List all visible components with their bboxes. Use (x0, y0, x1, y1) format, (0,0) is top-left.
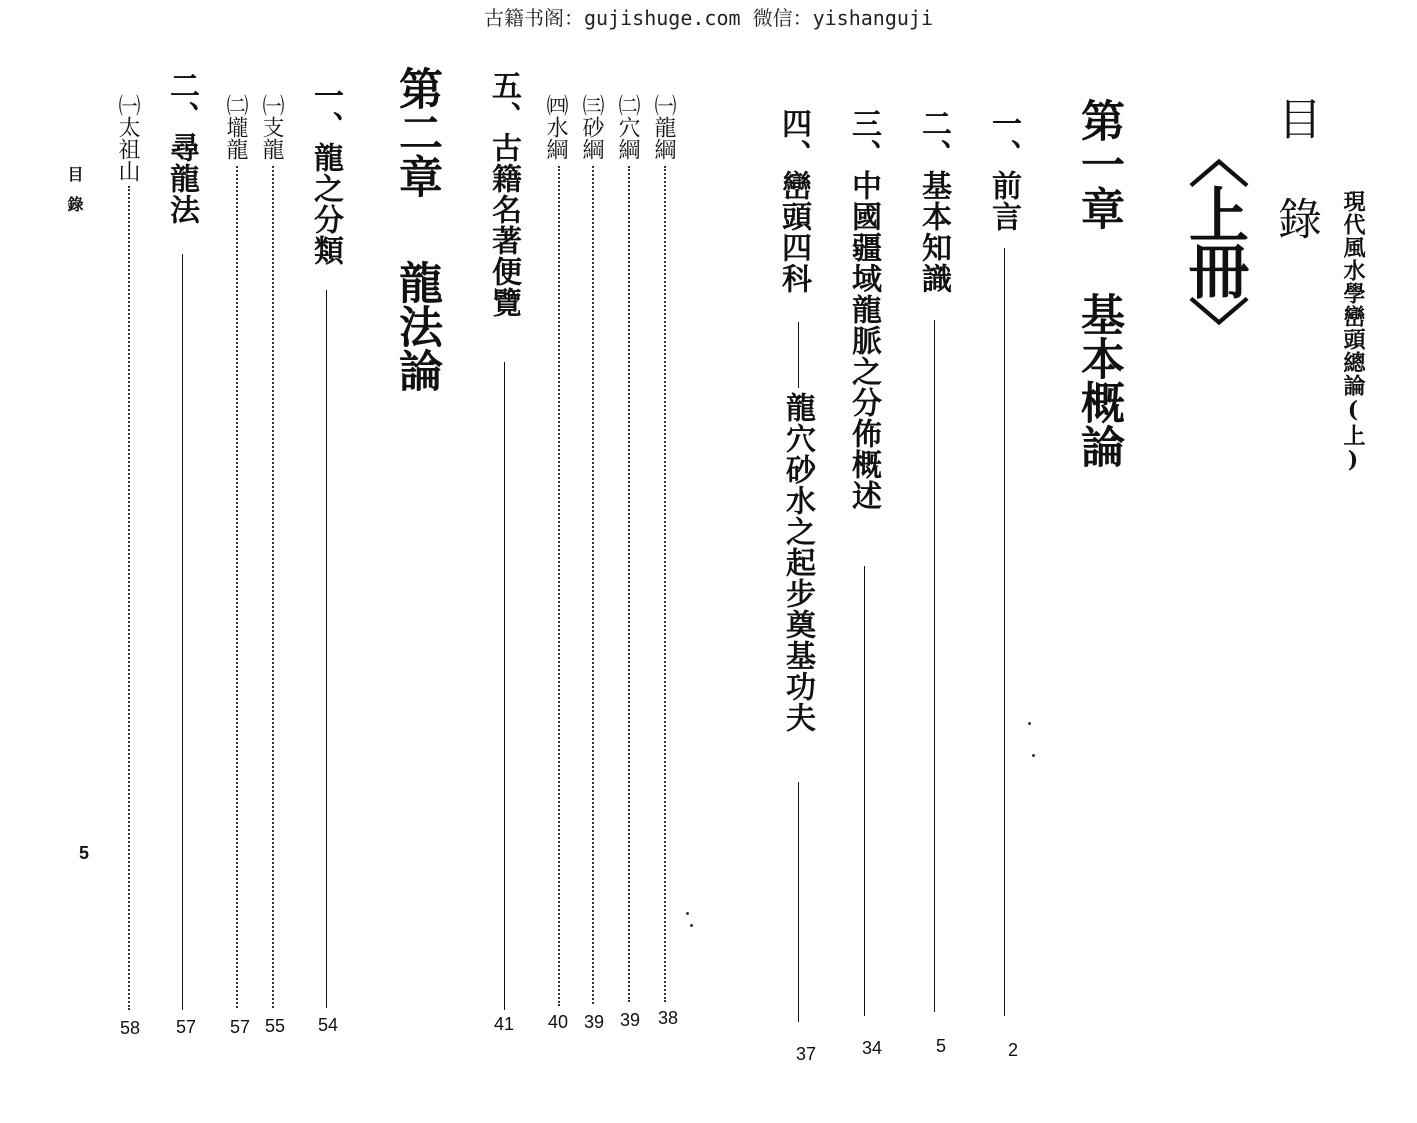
chapter2-title: 龍法論 (391, 260, 442, 392)
dotted-leader (664, 166, 666, 1002)
toc-item-jiben-zhishi[interactable]: 二、基本知識 (916, 108, 951, 294)
toc-heading-lu: 錄 (1270, 196, 1321, 240)
leader-line (798, 322, 799, 388)
toc-item-qianyan[interactable]: 一、前言 (986, 108, 1021, 232)
page-ref: 5 (936, 1036, 947, 1056)
toc-heading-mu: 目 (1270, 96, 1321, 140)
page-ref: 2 (1008, 1040, 1019, 1060)
scan-speck (690, 924, 693, 927)
toc-subitem-longlong[interactable]: ㈡壠龍 (223, 94, 248, 160)
chapter1-title: 基本概論 (1073, 292, 1124, 468)
page-ref: 55 (265, 1016, 286, 1036)
toc-item-guji[interactable]: 五、古籍名著便覽 (486, 70, 521, 318)
page-ref: 58 (120, 1018, 141, 1038)
dotted-leader (236, 166, 238, 1008)
toc-item-longmai[interactable]: 三、中國疆域龍脈之分佈概述 (846, 108, 881, 511)
page-ref: 37 (796, 1044, 817, 1064)
toc-subitem-zhilong[interactable]: ㈠支龍 (259, 94, 284, 160)
page-ref: 39 (584, 1012, 605, 1032)
leader-line (504, 362, 505, 1010)
leader-line (864, 566, 865, 1016)
leader-line (1004, 248, 1005, 1016)
page-ref: 40 (548, 1012, 569, 1032)
toc-item-luantou-sike[interactable]: 四、巒頭四科 (776, 108, 811, 294)
leader-line (182, 254, 183, 1010)
toc-item-luantou-subtitle: 龍穴砂水之起步奠基功夫 (780, 392, 815, 733)
dotted-leader (592, 166, 594, 1004)
toc-item-long-fenlei[interactable]: 一、龍之分類 (308, 80, 343, 266)
dotted-leader (272, 166, 274, 1008)
chapter1-label: 第一章 (1073, 98, 1124, 230)
page-ref: 57 (176, 1017, 197, 1037)
dotted-leader (558, 166, 560, 1006)
page-ref: 57 (230, 1017, 251, 1037)
volume-label: 〈上冊〉 (1179, 128, 1249, 352)
leader-line (326, 290, 327, 1008)
book-title: 現代風水學巒頭總論(上) (1340, 190, 1366, 474)
page-ref: 54 (318, 1015, 339, 1035)
page-ref: 34 (862, 1038, 883, 1058)
scan-speck (1032, 754, 1035, 757)
leader-line (798, 782, 799, 1022)
scan-speck (686, 912, 689, 915)
toc-item-xunlongfa[interactable]: 二、尋龍法 (164, 70, 199, 225)
scan-speck (1028, 722, 1031, 725)
page-ref: 41 (494, 1014, 515, 1034)
chapter2-label: 第二章 (391, 66, 442, 198)
toc-subitem-longgang[interactable]: ㈠龍綱 (651, 94, 676, 160)
page-ref: 38 (658, 1008, 679, 1028)
watermark: 古籍书阁：gujishuge.com 微信：yishanguji (484, 6, 933, 30)
leader-line (934, 320, 935, 1012)
footer-section-label: 目錄 (65, 166, 84, 226)
toc-subitem-xuegang[interactable]: ㈡穴綱 (615, 94, 640, 160)
toc-subitem-taizushan[interactable]: ㈠太祖山 (115, 94, 140, 182)
page-ref: 39 (620, 1010, 641, 1030)
dotted-leader (128, 186, 130, 1010)
dotted-leader (628, 166, 630, 1002)
page-number: 5 (79, 843, 90, 863)
toc-subitem-shagang[interactable]: ㈢砂綱 (579, 94, 604, 160)
toc-subitem-shuigang[interactable]: ㈣水綱 (543, 94, 568, 160)
